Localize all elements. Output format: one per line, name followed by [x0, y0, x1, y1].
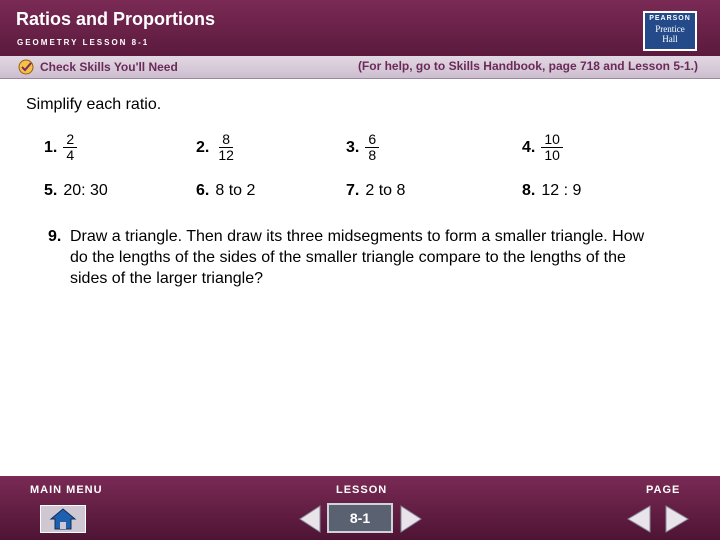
page-label: PAGE	[646, 484, 681, 496]
problem-number: 5.	[44, 182, 58, 199]
numerator: 10	[541, 132, 563, 148]
logo-line-1: PEARSON	[649, 15, 691, 22]
fraction	[63, 132, 77, 163]
fraction	[541, 132, 563, 163]
problem-9	[48, 226, 648, 289]
help-reference: (For help, go to Skills Handbook, page 718 and Lesson 5-1.)	[357, 59, 698, 73]
fraction	[215, 132, 237, 163]
denominator: 12	[218, 147, 234, 163]
problem-number: 2.	[196, 138, 210, 156]
problem-1	[44, 132, 77, 163]
numerator: 6	[365, 132, 379, 148]
problem-number: 1.	[44, 138, 58, 156]
problem-number: 9.	[48, 228, 62, 245]
check-skills-bar	[0, 56, 720, 79]
problem-number: 7.	[346, 182, 360, 199]
problem-6	[196, 182, 255, 200]
page-title: Ratios and Proportions	[16, 9, 216, 29]
lesson-label: LESSON	[336, 484, 388, 496]
ratio-text: 20: 30	[63, 182, 108, 199]
page-next-button[interactable]	[664, 504, 690, 534]
ratio-text: 8 to 2	[215, 182, 256, 199]
denominator: 8	[368, 147, 377, 163]
problem-7	[346, 182, 405, 200]
problem-3	[346, 132, 379, 163]
denominator: 4	[66, 147, 75, 163]
problem-8	[522, 182, 581, 200]
check-skills-label: Check Skills You'll Need	[40, 60, 178, 74]
triangle-left-icon	[626, 504, 652, 534]
publisher-logo	[643, 11, 697, 51]
lesson-number[interactable]: 8-1	[327, 503, 393, 533]
numerator: 2	[63, 132, 77, 148]
header-bar	[0, 0, 720, 56]
logo-line-2: Prentice	[655, 24, 685, 34]
footer-nav	[0, 476, 720, 540]
page-prev-button[interactable]	[626, 504, 652, 534]
problem-number: 8.	[522, 182, 536, 199]
ratio-text: 12 : 9	[541, 182, 582, 199]
triangle-right-icon	[399, 504, 423, 534]
triangle-right-icon	[664, 504, 690, 534]
triangle-left-icon	[298, 504, 322, 534]
problem-9-text: Draw a triangle. Then draw its three midsegments to form a smaller triangle. How do the lengths of the sides of the smaller triangle compare to the lengths of the sides of the larger triangle?	[70, 228, 645, 287]
problem-2	[196, 132, 237, 163]
ratio-text: 2 to 8	[365, 182, 406, 199]
instruction-text: Simplify each ratio.	[26, 96, 162, 113]
lesson-next-button[interactable]	[399, 504, 423, 534]
lesson-prev-button[interactable]	[298, 504, 322, 534]
problem-4	[522, 132, 563, 163]
problem-number: 3.	[346, 138, 360, 156]
home-button[interactable]	[40, 505, 86, 533]
checkmark-icon	[18, 59, 34, 75]
numerator: 8	[219, 132, 233, 148]
logo-line-3: Hall	[662, 34, 678, 44]
problem-number: 4.	[522, 138, 536, 156]
home-icon	[41, 506, 85, 532]
main-menu-label: MAIN MENU	[30, 484, 103, 496]
problem-5	[44, 182, 108, 200]
denominator: 10	[544, 147, 560, 163]
lesson-subtitle: GEOMETRY LESSON 8-1	[17, 38, 150, 47]
fraction	[365, 132, 379, 163]
problem-number: 6.	[196, 182, 210, 199]
